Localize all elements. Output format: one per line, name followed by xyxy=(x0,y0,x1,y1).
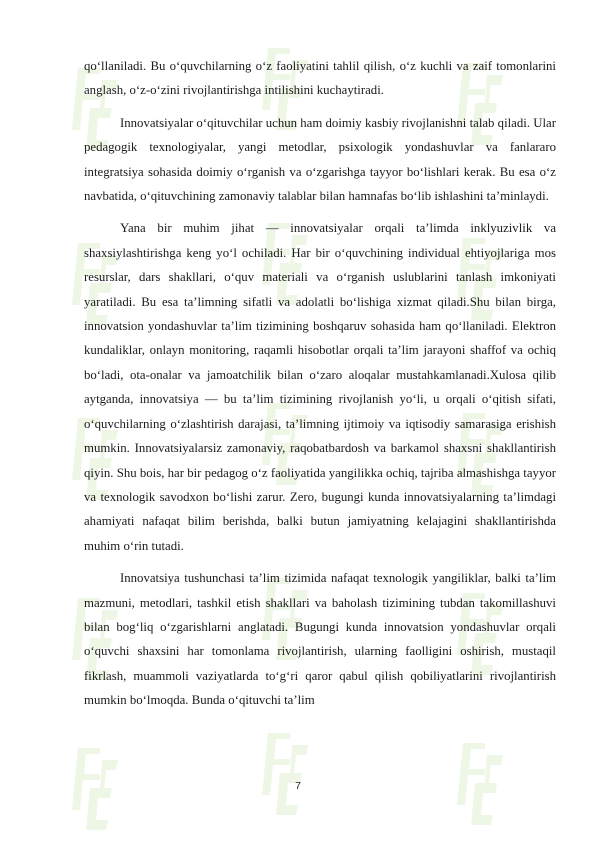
paragraph: Yana bir muhim jihat — innovatsiyalar orqali ta’limda inklyuzivlik va shaxsiylashtirishga keng yo‘l ochiladi. Har bir o‘quvchining individual ehtiyojlariga mos resurslar, dars shakllari, o‘quv materiali va o‘rganish uslublarini tanlash imkoniyati yaratiladi. Bu esa ta’limning sifatli va adolatli bo‘lishiga xizmat qiladi.Shu bilan birga, innovatsion yondashuvlar ta’lim tizimining boshqaruv sohasida ham qo‘llaniladi. Elektron kundaliklar, onlayn monitoring, raqamli hisobotlar orqali ta’lim jarayoni shaffof va ochiq bo‘ladi, ota-onalar va jamoatchilik bilan o‘zaro aloqalar mustahkamlanadi.Xulosa qilib aytganda, innovatsiya — bu ta’lim tizimining rivojlanish yo‘li, u orqali o‘qitish sifati, o‘quvchilarning o‘zlashtirish darajasi, ta’limning ijtimoiy va iqtisodiy samarasiga erishish mumkin. Innovatsiyalarsiz zamonaviy, raqobatbardosh va barkamol shaxsni shakllantirish qiyin. Shu bois, har bir pedagog o‘z faoliyatida yangilikka ochiq, tajriba almashishga tayyor va texnologik savodxon bo‘lishi zarur. Zero, bugungi kunda innovatsiyalarning ta’limdagi ahamiyati nafaqat bilim berishda, balki butun jamiyatning kelajagini shakllantirishda muhim o‘rin tutadi. xyxy=(84,221,556,553)
pdf-logo-watermark xyxy=(60,740,126,846)
page-number: 7 xyxy=(295,780,301,792)
document-body xyxy=(84,54,556,721)
paragraph: Innovatsiyalar o‘qituvchilar uchun ham doimiy kasbiy rivojlanishni talab qiladi. Ular pedagogik texnologiyalar, yangi metodlar, psixologik yondashuvlar va fanlararo integratsiya sohasida doimiy o‘rganish va o‘zgarishga tayyor bo‘lishlari kerak. Bu esa o‘z navbatida, o‘qituvchining zamonaviy talablar bilan hamnafas bo‘lib ishlashini ta’minlaydi. xyxy=(84,115,556,204)
paragraph: Innovatsiya tushunchasi ta’lim tizimida nafaqat texnologik yangiliklar, balki ta’lim mazmuni, metodlari, tashkil etish shakllari va baholash tizimining tubdan takomillashuvi bilan bog‘liq o‘zgarishlarni anglatadi. Bugungi kunda innovatsion yondashuvlar orqali o‘quvchi shaxsini har tomonlama rivojlantirish, ularning faolligini oshirish, mustaqil fikrlash, muammoli vaziyatlarda to‘g‘ri qaror qabul qilish qobiliyatlarini rivojlantirish mumkin bo‘lmoqda. Bunda o‘qituvchi ta’lim xyxy=(84,571,556,708)
paragraph: qo‘llaniladi. Bu o‘quvchilarning o‘z faoliyatini tahlil qilish, o‘z kuchli va zaif tomonlarini anglash, o‘z-o‘zini rivojlantirishga intilishini kuchaytiradi. xyxy=(84,59,556,98)
pdf-logo-watermark xyxy=(250,725,316,831)
